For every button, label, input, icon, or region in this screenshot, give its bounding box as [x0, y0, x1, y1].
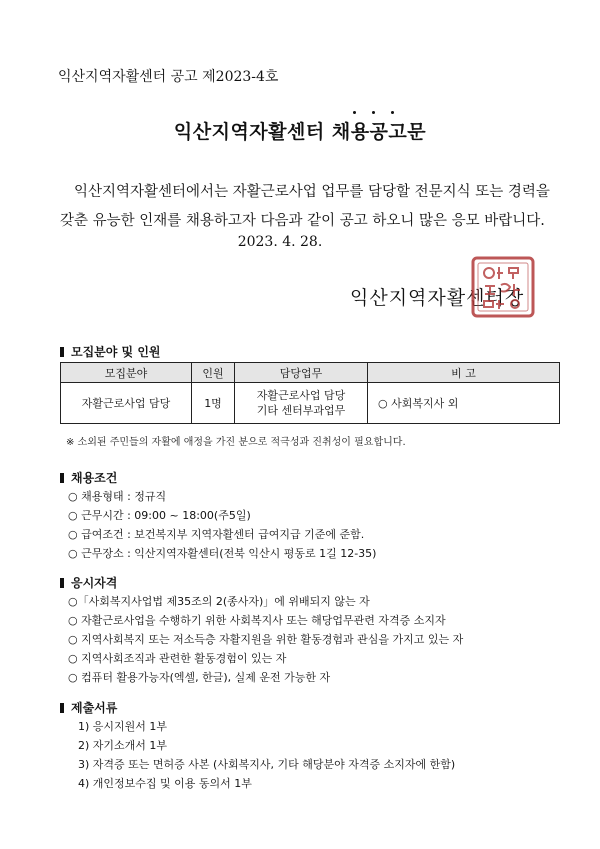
list-item: ○ 지역사회조직과 관련한 활동경험이 있는 자	[68, 652, 287, 665]
list-item: ○「사회복지사업법 제35조의 2(종사자)」에 위배되지 않는 자	[68, 595, 370, 608]
section-title-text: 채용조건	[71, 471, 118, 485]
section-marker	[60, 578, 64, 588]
official-seal	[471, 256, 535, 318]
document-date: 2023. 4. 28.	[237, 234, 323, 250]
duty-cell	[235, 383, 368, 424]
list-item: ○ 컴퓨터 활용가능자(엑셀, 한글), 실제 운전 가능한 자	[68, 671, 331, 684]
emphasis-dot	[372, 111, 375, 114]
emphasis-dot	[353, 111, 356, 114]
section-marker	[60, 347, 64, 357]
list-item: ○ 지역사회복지 또는 저소득층 자활지원을 위한 활동경험과 관심을 가지고 있는 자	[68, 633, 464, 646]
count-cell: 1명	[192, 383, 235, 424]
section-title-text: 모집분야 및 인원	[71, 345, 161, 359]
list-item: ○ 근무장소 : 익산지역자활센터(전북 익산시 평동로 1길 12-35)	[68, 547, 377, 560]
column-header: 담당업무	[235, 363, 368, 383]
list-item: 4) 개인정보수집 및 이용 동의서 1부	[78, 777, 252, 790]
list-item: ○ 채용형태 : 정규직	[68, 490, 167, 503]
section-title-recruitment	[60, 343, 161, 360]
section-marker	[60, 703, 64, 713]
column-header: 모집분야	[61, 363, 192, 383]
intro-line-1: 익산지역자활센터에서는 자활근로사업 업무를 담당할 전문지식 또는 경력을	[74, 184, 550, 200]
emphasis-dot	[391, 111, 394, 114]
list-item: ○ 급여조건 : 보건복지부 지역자활센터 급여지급 기준에 준함.	[68, 528, 365, 541]
table-header-row	[61, 363, 560, 383]
list-item: ○ 자활근로사업을 수행하기 위한 사회복지사 또는 해당업무관련 자격증 소지자	[68, 614, 446, 627]
section-title-qualifications	[60, 574, 117, 591]
list-item: ○ 근무시간 : 09:00 ~ 18:00(주5일)	[68, 509, 251, 522]
section-title-text: 응시자격	[71, 576, 118, 590]
table-row	[61, 383, 560, 424]
section-title-documents	[60, 699, 117, 716]
intro-line-2: 갖춘 유능한 인재를 채용하고자 다음과 같이 공고 하오니 많은 응모 바랍니다.	[60, 213, 545, 229]
recruitment-table	[60, 362, 560, 424]
duty-line-2: 기타 센터부과업무	[256, 404, 346, 417]
recruitment-footnote: ※ 소외된 주민들의 자활에 애정을 가진 분으로 적극성과 진취성이 필요합니다.	[66, 437, 406, 448]
note-cell: ○ 사회복지사 외	[368, 383, 560, 424]
notice-number: 익산지역자활센터 공고 제2023-4호	[58, 69, 279, 85]
section-title-text: 제출서류	[71, 701, 118, 715]
field-cell: 자활근로사업 담당	[61, 383, 192, 424]
intro-paragraph	[60, 178, 560, 236]
list-item: 3) 자격증 또는 면허증 사본 (사회복지사, 기타 해당분야 자격증 소지자에 한함)	[78, 758, 456, 771]
section-title-conditions	[60, 469, 117, 486]
column-header: 비 고	[368, 363, 560, 383]
section-marker	[60, 473, 64, 483]
issuer-name: 익산지역자활센터장	[350, 287, 525, 309]
duty-line-1: 자활근로사업 담당	[256, 389, 346, 402]
list-item: 2) 자기소개서 1부	[78, 739, 168, 752]
document-title: 익산지역자활센터 채용공고문	[173, 121, 427, 143]
column-header: 인원	[192, 363, 235, 383]
list-item: 1) 응시지원서 1부	[78, 720, 168, 733]
